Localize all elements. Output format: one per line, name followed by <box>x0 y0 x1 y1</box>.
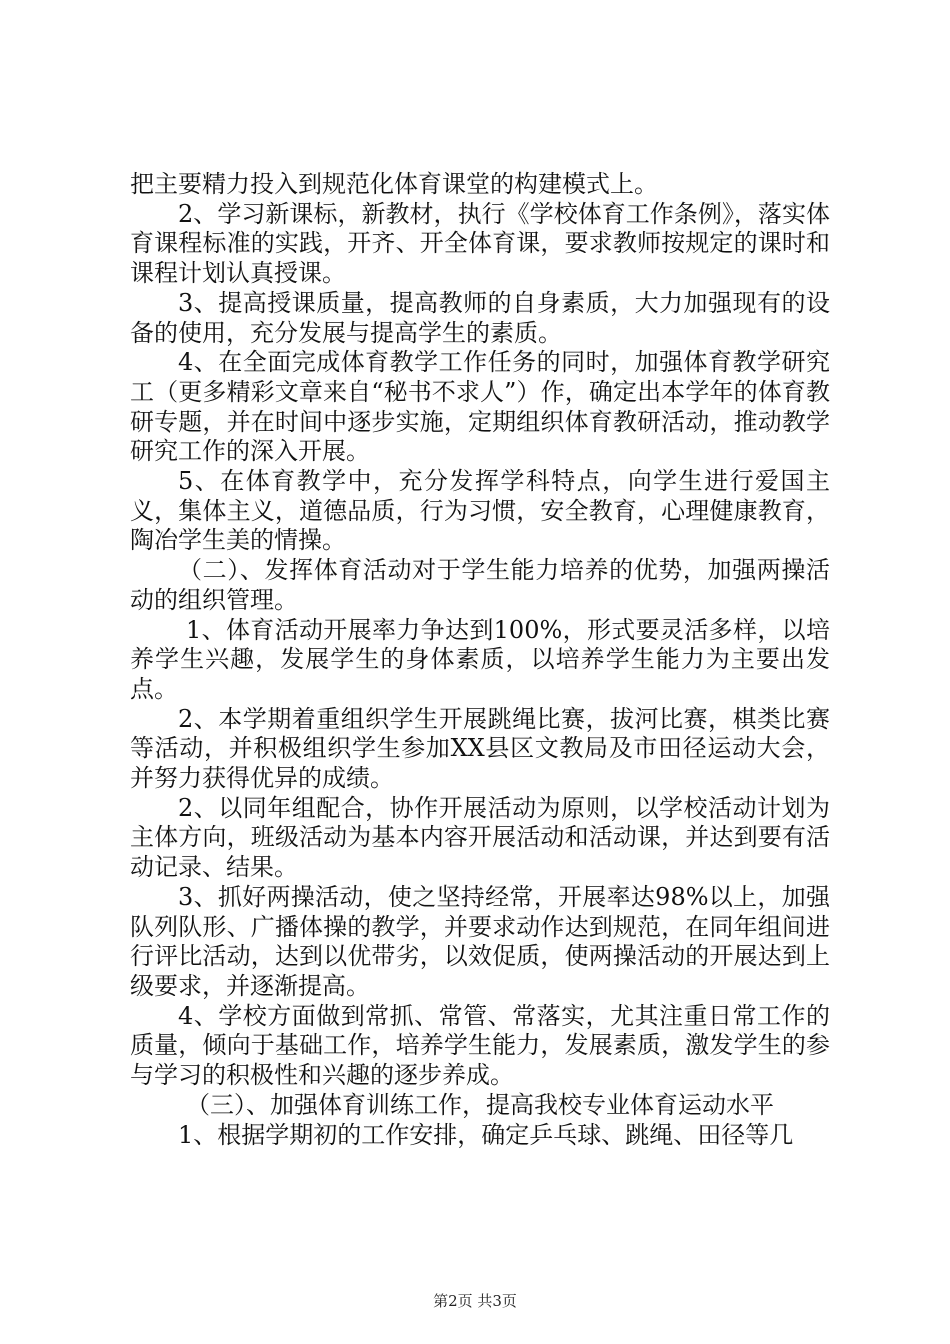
paragraph: 3、提高授课质量，提高教师的自身素质，大力加强现有的设备的使用，充分发展与提高学生的素质。 <box>130 288 830 347</box>
section-heading: （三）、加强体育训练工作，提高我校专业体育运动水平 <box>186 1090 774 1119</box>
paragraph: 4、在全面完成体育教学工作任务的同时，加强体育教学研究工（更多精彩文章来自“秘书不求人”）作，确定出本学年的体育教研专题，并在时间中逐步实施，定期组织体育教研活动，推动教学研究工作的深入开展。 <box>130 348 830 466</box>
document-body <box>130 170 830 1150</box>
paragraph: 5、在体育教学中，充分发挥学科特点，向学生进行爱国主义，集体主义，道德品质，行为习惯，安全教育，心理健康教育，陶冶学生美的情操。 <box>130 467 830 555</box>
paragraph: 2、学习新课标，新教材，执行《学校体育工作条例》，落实体育课程标准的实践，开齐、开全体育课，要求教师按规定的课时和课程计划认真授课。 <box>130 199 830 288</box>
section-heading: （二）、发挥体育活动对于学生能力培养的优势，加强两操活动的组织管理。 <box>130 556 830 614</box>
page-number: 第2页 共3页 <box>433 1292 517 1310</box>
paragraph: 把主要精力投入到规范化体育课堂的构建模式上。 <box>130 170 658 198</box>
paragraph: 2、本学期着重组织学生开展跳绳比赛，拔河比赛，棋类比赛等活动，并积极组织学生参加XX县区文教局及市田径运动大会，并努力获得优异的成绩。 <box>130 704 830 793</box>
paragraph: 4、学校方面做到常抓、常管、常落实，尤其注重日常工作的质量，倾向于基础工作，培养学生能力，发展素质，激发学生的参与学习的积极性和兴趣的逐步养成。 <box>130 1001 830 1090</box>
paragraph: 1、根据学期初的工作安排，确定乒乓球、跳绳、田径等几 <box>178 1120 794 1149</box>
paragraph: 2、以同年组配合，协作开展活动为原则，以学校活动计划为主体方向，班级活动为基本内容开展活动和活动课，并达到要有活动记录、结果。 <box>130 793 830 882</box>
paragraph: 1、体育活动开展率力争达到100%，形式要灵活多样，以培养学生兴趣，发展学生的身体素质，以培养学生能力为主要出发点。 <box>130 615 830 703</box>
paragraph: 3、抓好两操活动，使之坚持经常，开展率达98%以上，加强队列队形、广播体操的教学，并要求动作达到规范，在同年组间进行评比活动，达到以优带劣，以效促质，使两操活动的开展达到上级要求，并逐渐提高。 <box>130 882 830 1000</box>
